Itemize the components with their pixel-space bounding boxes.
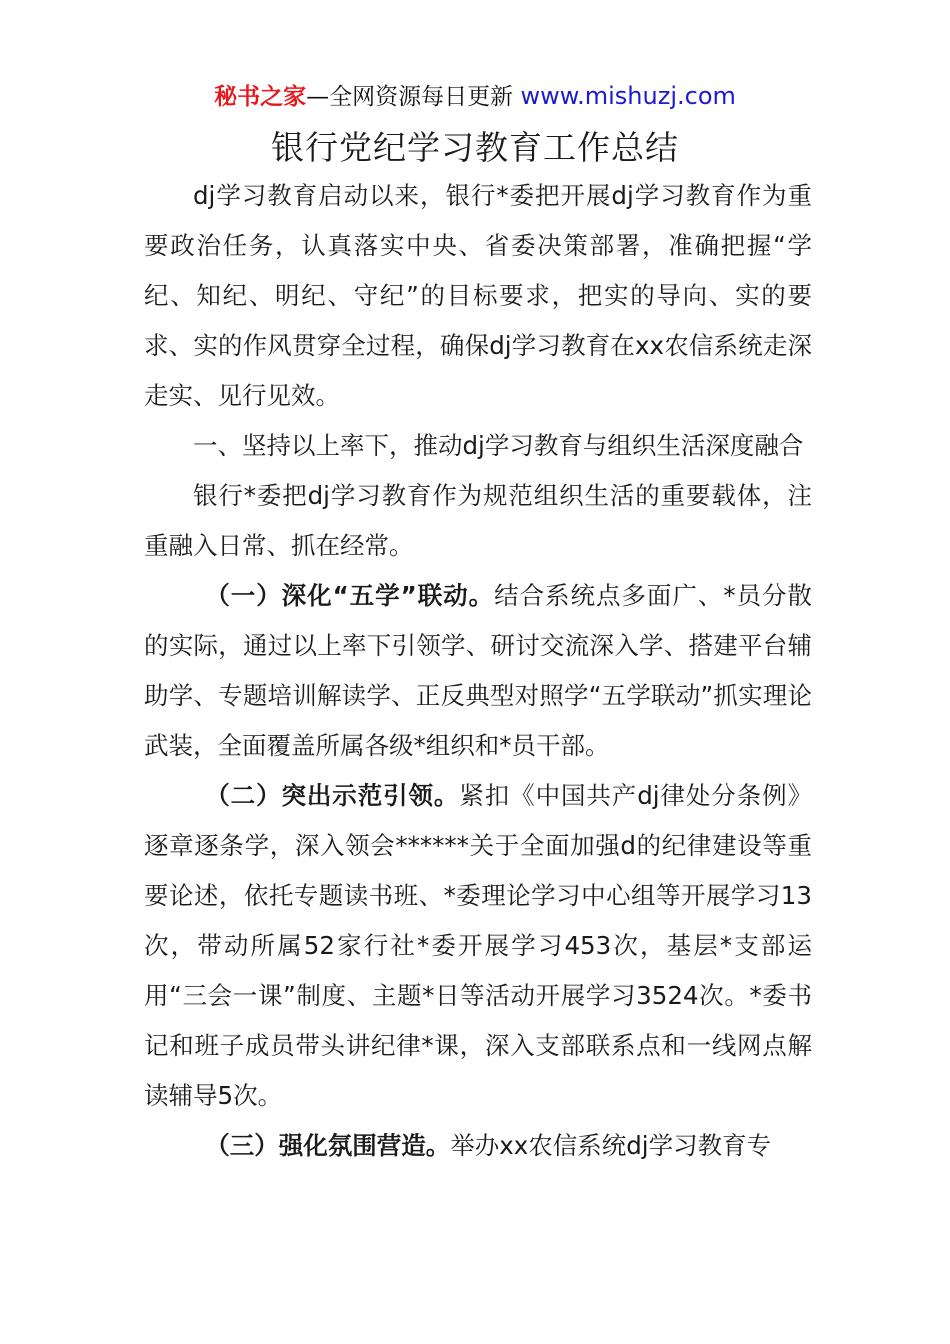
item-3-lead: （三）强化氛围营造。 — [205, 1131, 451, 1160]
site-header — [0, 80, 950, 113]
document-title: 银行党纪学习教育工作总结 — [271, 128, 679, 167]
item-3-text: 举办xx农信系统dj学习教育专 — [450, 1131, 772, 1160]
section-heading: 一、坚持以上率下，推动dj学习教育与组织生活深度融合 — [193, 431, 804, 460]
item-1-text: 结合系统点多面广、*员分散的实际，通过以上率下引领学、研讨交流深入学、搭建平台辅助学、专题培训解读学、正反典型对照学“五学联动”抓实理论武装，全面覆盖所属各级*组织和*员干部。 — [144, 581, 813, 760]
brand-name: 秘书之家 — [214, 84, 307, 110]
document-body — [144, 171, 812, 1171]
paragraph-item-1 — [144, 571, 812, 771]
item-1-lead: （一）深化“五学”联动。 — [205, 581, 495, 610]
paragraph-item-2 — [144, 771, 812, 1121]
item-2-lead: （二）突出示范引领。 — [205, 781, 460, 810]
item-2-text: 紧扣《中国共产dj律处分条例》逐章逐条学，深入领会******关于全面加强d的纪律建设等重要论述，依托专题读书班、*委理论学习中心组等开展学习13次，带动所属52家行社*委开展学习453次，基层*支部运用“三会一课”制度、主题*日等活动开展学习3524次。*委书记和班子成员带头讲纪律*课，深入支部联系点和一线网点解读辅导5次。 — [144, 781, 813, 1110]
site-url-link[interactable]: www.mishuzj.com — [520, 82, 736, 110]
header-tagline: —全网资源每日更新 — [306, 84, 521, 110]
paragraph-intro: dj学习教育启动以来，银行*委把开展dj学习教育作为重要政治任务，认真落实中央、省委决策部署，准确把握“学纪、知纪、明纪、守纪”的目标要求，把实的导向、实的要求、实的作风贯穿全过程，确保dj学习教育在xx农信系统走深走实、见行见效。 — [144, 181, 812, 410]
paragraph-item-3 — [144, 1121, 812, 1171]
paragraph-section-intro: 银行*委把dj学习教育作为规范组织生活的重要载体，注重融入日常、抓在经常。 — [144, 481, 812, 560]
